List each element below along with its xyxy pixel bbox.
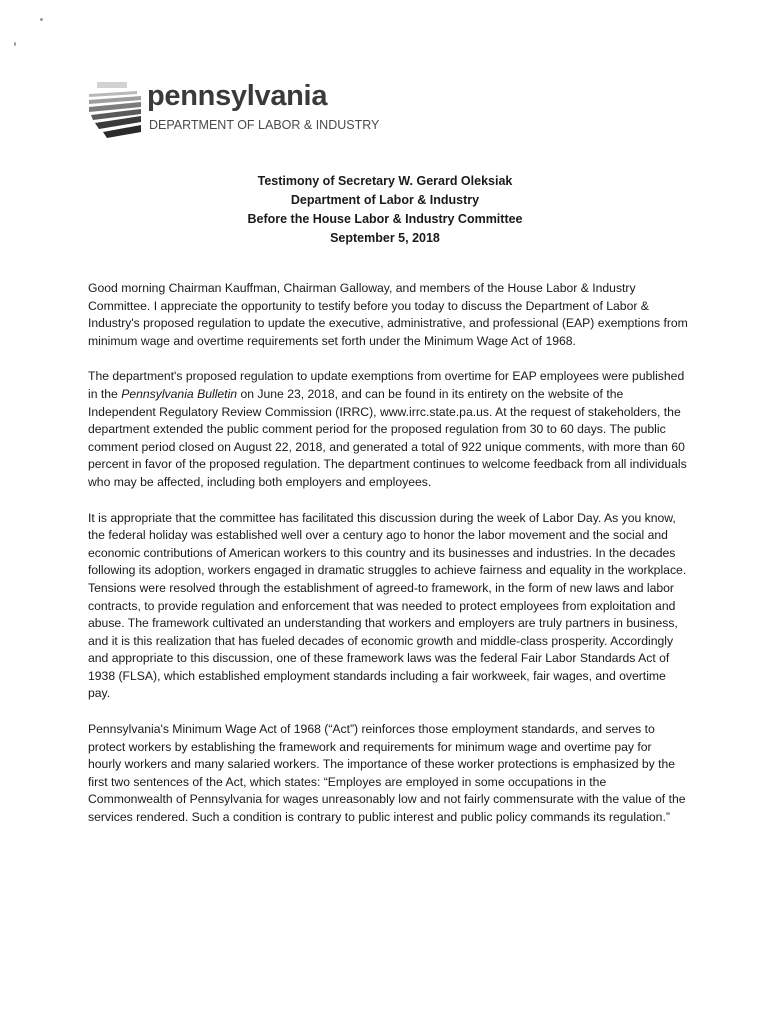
pa-labor-industry-logo bbox=[85, 80, 405, 142]
heading-line-date: September 5, 2018 bbox=[330, 231, 440, 245]
scan-speck bbox=[40, 18, 43, 21]
keystone-stripes-icon bbox=[85, 80, 143, 140]
testimony-heading bbox=[0, 172, 770, 248]
paragraph-4: Pennsylvania's Minimum Wage Act of 1968 (“Act”) reinforces those employment standards, and serves to protect workers by establishing the framework and requirements for minimum wage and overtime pay for hourly workers and many salaried workers. The importance of these worker protections is emphasized by the first two sentences of the Act, which states: “Employes are employed in some occupations in the Commonwealth of Pennsylvania for wages unreasonably low and not fairly commensurate with the value of the services rendered. Such a condition is contrary to public interest and public policy commands its regulation.” bbox=[88, 722, 686, 825]
paragraph-2-text-b: on June 23, 2018, and can be found in its entirety on the website of the Independent Regulatory Review Commission (IRRC), www.irrc.state.pa.us. At the request of stakeholders, the department extended the public comment period for the proposed regulation from 30 to 60 days. The public comment period closed on August 22, 2018, and generated a total of 922 unique comments, with more than 60 percent in favor of the proposed regulation. The department continues to welcome feedback from all individuals who may be affected, including both employers and employees. bbox=[88, 386, 687, 489]
testimony-body bbox=[88, 280, 688, 845]
paragraph-2 bbox=[88, 368, 688, 491]
heading-line-department: Department of Labor & Industry bbox=[290, 193, 480, 207]
paragraph-3: It is appropriate that the committee has facilitated this discussion during the week of Labor Day. As you know, the federal holiday was established well over a century ago to honor the labor movement and the social and economic contributions of American workers to this country and its businesses and industries. In the decades following its adoption, workers engaged in dramatic struggles to achieve fairness and equality in the workplace. Tensions were resolved through the establishment of agreed-to framework, in the form of new laws and labor contracts, to provide regulation and enforcement that was needed to protect employees from exploitation and abuse. The framework cultivated an understanding that workers and employers are truly partners in business, and it is this realization that has fueled decades of economic growth and middle-class prosperity. Accordingly and appropriate to this discussion, one of these framework laws was the federal Fair Labor Standards Act of 1938 (FLSA), which established employment standards including a fair workweek, fair wages, and overtime pay. bbox=[88, 510, 687, 701]
paragraph-2-publication: Pennsylvania Bulletin bbox=[121, 386, 238, 401]
heading-line-committee: Before the House Labor & Industry Committee bbox=[247, 212, 523, 226]
paragraph-1: Good morning Chairman Kauffman, Chairman Galloway, and members of the House Labor & Industry Committee. I appreciate the opportunity to testify before you today to discuss the Department of Labor & Industry's proposed regulation to update the executive, administrative, and professional (EAP) exemptions from minimum wage and overtime requirements set forth under the Minimum Wage Act of 1968. bbox=[88, 281, 688, 348]
scan-speck bbox=[14, 42, 16, 46]
logo-department: DEPARTMENT OF LABOR & INDUSTRY bbox=[149, 118, 380, 132]
logo-wordmark: pennsylvania bbox=[147, 80, 328, 112]
heading-line-title: Testimony of Secretary W. Gerard Oleksiak bbox=[257, 174, 513, 188]
paragraph-2-text-a: The department's proposed regulation to update exemptions from overtime for EAP employees were published in the bbox=[88, 369, 685, 401]
